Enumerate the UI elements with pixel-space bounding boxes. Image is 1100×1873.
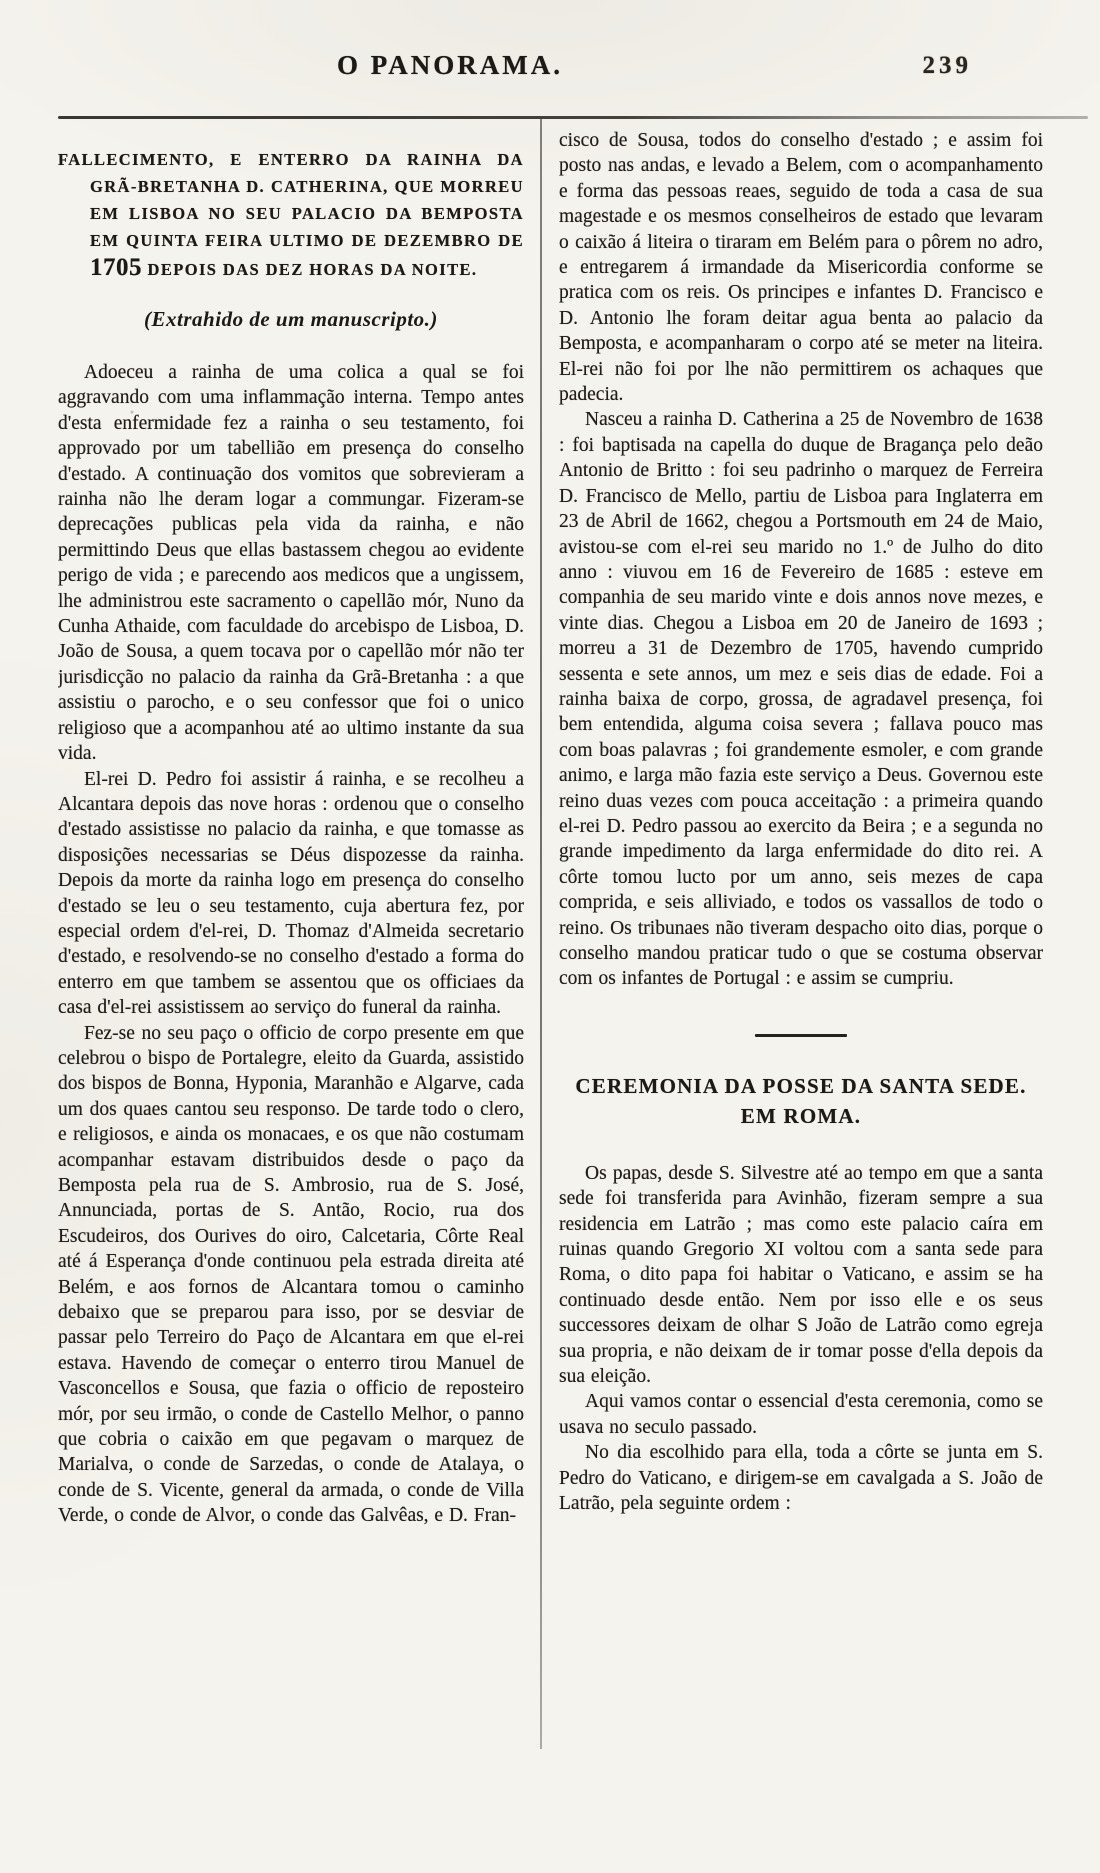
column-divider-rule bbox=[540, 119, 542, 1749]
article-body-right bbox=[559, 128, 1043, 992]
section-heading-line2: EM ROMA. bbox=[740, 1103, 862, 1128]
paragraph: Nasceu a rainha D. Catherina a 25 de Novembro de 1638 : foi baptisada na capella do duque de Bragança pelo deão Antonio de Britto : foi seu padrinho o marquez de Ferreira D. Francisco de Mello, partiu de Lisboa para Inglaterra em 23 de Abril de 1662, chegou a Portsmouth em 24 de Maio, avistou-se com el-rei seu marido no 1.º de Julho do dito anno : viuvou em 16 de Fevereiro de 1685 : esteve em companhia de seu marido vinte e dois annos nove mezes, e vinte dias. Chegou a Lisboa em 20 de Janeiro de 1693 ; morreu a 31 de Dezembro de 1705, havendo cumprido sessenta e sete annos, um mez e seis dias de edade. Foi a rainha baixa de corpo, grossa, de agradavel presença, foi bem entendida, alguma coisa severa ; fallava pouco mas com boas palavras ; foi grandemente esmoler, e com grande animo, e larga mão fazia este serviço a Deus. Governou este reino duas vezes com pouca acceitação : a primeira quando el-rei D. Pedro passou ao exercito da Beira ; e a segunda no grande impedimento da larga enfermidade do dito rei. A côrte tomou lucto por um anno, seis mezes de capa comprida, e seis alliviado, e todos os vassallos de todo o reino. Os tribunaes não tiveram despacho oito dias, porque o conselho mandou praticar tudo o que se costuma observar com os infantes de Portugal : e assim se cumpriu. bbox=[559, 409, 1043, 990]
paragraph: Fez-se no seu paço o officio de corpo presente em que celebrou o bispo de Portalegre, eleito da Guarda, assistido dos bispos de Bonna, Hyponia, Maranhão e Algarve, cada um dos quaes cantou seu responso. De tarde todo o clero, e religiosos, e ainda os monacaes, e os que não costumam acompanhar estavam distribuidos desde o paço da Bemposta pela rua de S. Ambrosio, rua de S. José, Annunciada, portas de S. Antão, Rocio, rua dos Escudeiros, dos Ourives do oiro, Calcetaria, Côrte Real até á Esperança d'onde continuou pela estrada direita até Belém, e aos fornos de Alcantara tomou o caminho debaixo que se preparou para isso, por se desviar de passar pelo Terreiro do Paço de Alcantara em que el-rei estava. Havendo de começar o enterro tirou Manuel de Vasconcellos e Sousa, que fazia o officio de reposteiro mór, por seu irmão, o conde de Castello Melhor, o panno que cobria o caixão em que pegavam o marquez de Marialva, o conde de Sarzedas, o conde de Atalaya, o conde de S. Vicente, general da armada, o conde de Villa Verde, o conde de Alvor, o conde das Galvêas, e D. Fran- bbox=[58, 1022, 524, 1527]
source-note: (Extrahido de um manuscripto.) bbox=[144, 307, 438, 331]
journal-masthead: O PANORAMA. bbox=[337, 50, 563, 80]
paragraph: No dia escolhido para ella, toda a côrte se junta em S. Pedro do Vaticano, e dirigem-se em cavalgada a S. João de Latrão, pela seguinte ordem : bbox=[559, 1442, 1043, 1515]
section-divider-rule bbox=[755, 1034, 847, 1037]
paragraph: Adoeceu a rainha de uma colica a qual se foi aggravando com uma inflammação interna. Tempo antes d'esta enfermidade fez a rainha o seu testamento, foi approvado por um tabellião em presença do conselho d'estado. A continuação dos vomitos que sobrevieram a rainha não lhe deram logar a commungar. Fizeram-se deprecações publicas pela vida da rainha, e não permittindo Deus que ellas bastassem chegou ao evidente perigo de vida ; e parecendo aos medicos que a ungissem, lhe administrou este sacramento o capellão mór, Nuno da Cunha Athaide, com faculdade do arcebispo de Lisboa, D. João de Sousa, a quem tocava por o capellão mór não ter jurisdicção no palacio da rainha da Grã-Bretanha : a que assistiu o parocho, e o seu confessor que foi o unico religioso que a acompanhou até ao ultimo instante da sua vida. bbox=[58, 362, 524, 765]
article-title bbox=[58, 146, 524, 283]
header-rule bbox=[58, 116, 1088, 119]
article-body-left bbox=[58, 360, 524, 1529]
article-title-year: 1705 bbox=[90, 254, 142, 281]
right-column bbox=[559, 128, 1043, 1728]
paragraph: El-rei D. Pedro foi assistir á rainha, e se recolheu a Alcantara depois das nove horas : ordenou que o conselho d'estado assistisse no palacio da rainha, e que tomasse as disposições necessarias se Déus dispozesse da rainha. Depois da morte da rainha logo em presença do conselho d'estado se leu o seu testamento, cuja abertura fez, por especial ordem d'el-rei, D. Thomaz d'Almeida secretario d'estado, e resolvendo-se no conselho d'estado a forma do enterro em que tambem se assentou que os officiaes da casa d'el-rei assistissem ao serviço do funeral da rainha. bbox=[58, 768, 524, 1019]
section-heading bbox=[559, 1071, 1043, 1131]
section-heading-line1: CEREMONIA DA POSSE DA SANTA SEDE. bbox=[575, 1073, 1027, 1098]
paragraph: Os papas, desde S. Silvestre até ao tempo em que a santa sede foi transferida para Avinhão, fizeram sempre a sua residencia em Latrão ; mas como este palacio caíra em ruinas quando Gregorio XI voltou com a santa sede para Roma, o dito papa foi habitar o Vaticano, e assim se ha continuado desde então. Nem por isso elle e os seus successores deixam de olhar S João de Latrão como egreja sua propria, e não deixam de ir tomar posse d'ella depois da sua eleição. bbox=[559, 1162, 1043, 1388]
paragraph: Aqui vamos contar o essencial d'esta ceremonia, como se usava no seculo passado. bbox=[559, 1391, 1043, 1438]
section2-body bbox=[559, 1161, 1043, 1517]
article-title-tail: DEPOIS DAS DEZ HORAS DA NOITE. bbox=[142, 260, 478, 279]
article-title-text: FALLECIMENTO, E ENTERRO DA RAINHA DA GRÃ-BRETANHA D. CATHERINA, QUE MORREU EM LISBOA NO SEU PALACIO DA BEMPOSTA EM QUINTA FEIRA ULTIMO DE DEZEMBRO DE bbox=[58, 150, 524, 250]
paragraph-continuation: cisco de Sousa, todos do conselho d'estado ; e assim foi posto nas andas, e levado a Belem, com o acompanhamento e forma das pessoas reaes, seguido de toda a casa de sua magestade e os mesmos conselheiros de estado que levaram o caixão á liteira o tiraram em Belém para o pôrem no adro, e entregarem á irmandade da Misericordia conforme se pratica com os reis. Os principes e infantes D. Francisco e D. Antonio lhe foram deitar agua benta ao palacio da Bemposta, e acompanharam o corpo até se meter na liteira. El-rei não foi por lhe não permittirem os achaques que padecia. bbox=[559, 130, 1043, 406]
left-column bbox=[58, 146, 524, 1786]
page-number: 239 bbox=[922, 52, 972, 79]
